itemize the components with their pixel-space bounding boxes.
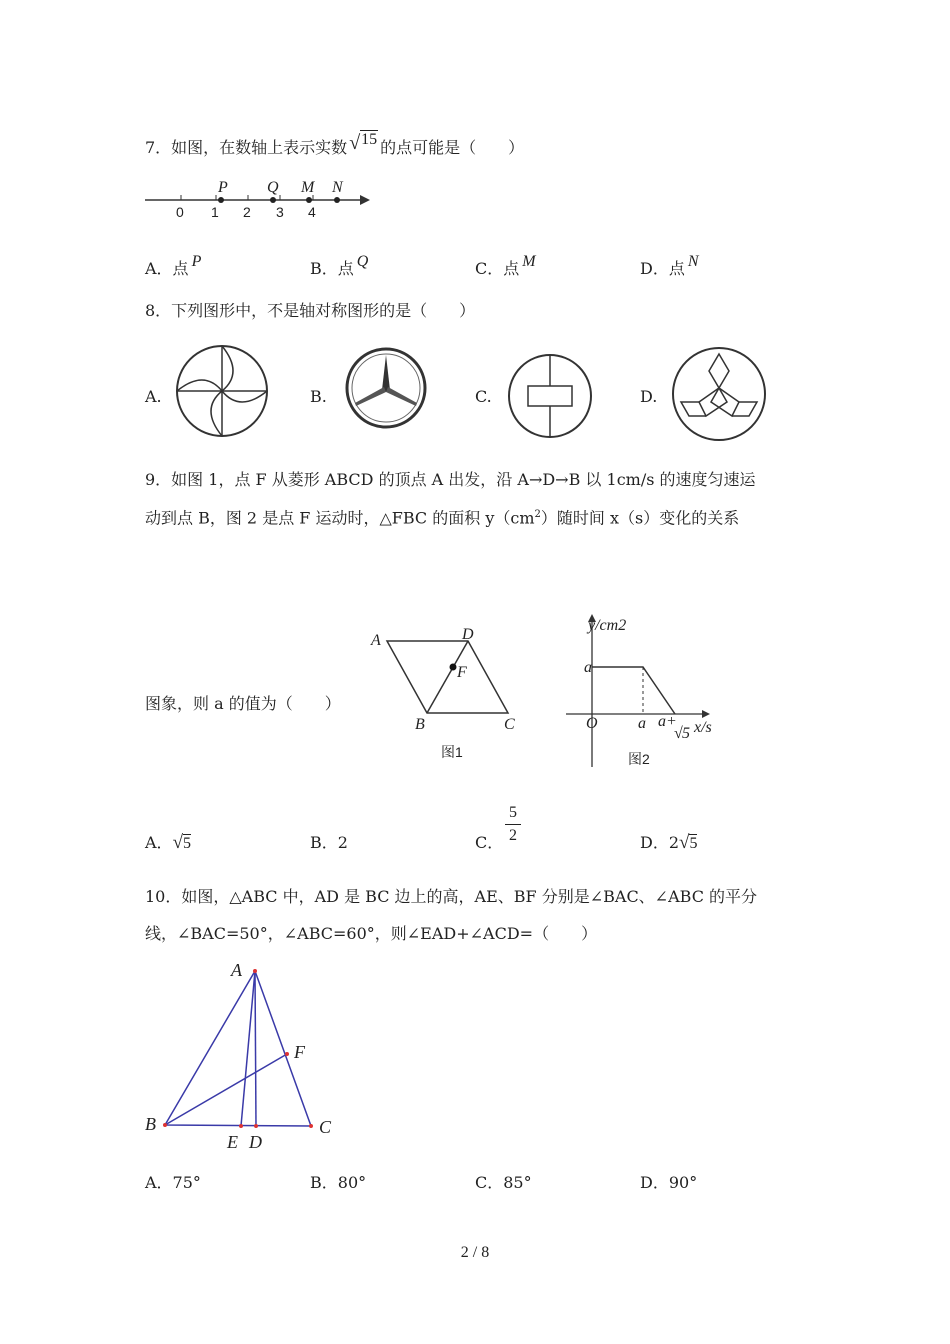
three-point-star-figure [344, 346, 428, 430]
q9-option-a-label: A． [145, 833, 173, 852]
fig1-d: D [462, 626, 474, 643]
q7-text-after: 的点可能是（ ） [380, 138, 525, 157]
tri-f: F [294, 1042, 305, 1062]
circle-rectangle-figure [506, 352, 594, 440]
q9-option-c-denominator: 2 [509, 827, 517, 844]
q8-option-a[interactable]: A. [145, 387, 162, 406]
q7-option-b-var: Q [356, 253, 369, 270]
tri-b: B [145, 1114, 156, 1134]
q9-option-c-label: C． [475, 833, 504, 852]
point-p: P [218, 179, 228, 196]
q9-line2-b: ）随时间 x（s）变化的关系 [540, 508, 740, 528]
q9-line2 [145, 510, 739, 526]
q9-option-c-fraction [505, 804, 521, 845]
fig1-c: C [504, 716, 515, 733]
page-number: 2 / 8 [460, 1244, 490, 1261]
fig1-caption: 图1 [441, 744, 463, 760]
q7-option-d[interactable] [640, 253, 699, 279]
fig2-x-label: x/s [694, 719, 712, 736]
q9-option-a[interactable] [145, 830, 191, 854]
q7-option-c-label: C．点 [475, 259, 520, 278]
q7-text-before: 7．如图，在数轴上表示实数 [145, 138, 348, 157]
q9-option-b[interactable]: B．2 [310, 833, 348, 852]
q10-triangle-figure [145, 958, 345, 1158]
tri-d: D [249, 1132, 262, 1152]
q7-stem [145, 131, 525, 157]
fig2-sqrt-symbol: √ [674, 725, 683, 742]
q9-line3: 图象，则 a 的值为（ ） [145, 694, 341, 713]
q7-option-b-label: B．点 [310, 259, 354, 278]
tri-c: C [319, 1117, 332, 1137]
q9-option-d-sqrt: √ [679, 832, 690, 853]
point-m: M [301, 179, 315, 196]
q9-line2-a: 动到点 B，图 2 是点 F 运动时，△FBC 的面积 y（cm [145, 508, 535, 528]
q9-line2-sup: 2 [534, 509, 541, 520]
fig2-sqrt5: 5 [682, 725, 690, 742]
tick-3: 3 [276, 204, 284, 220]
point-q: Q [267, 179, 279, 196]
fig2-y-label: y/cm2 [588, 617, 627, 634]
fig2-a-plus: a+ [658, 713, 677, 730]
q7-option-d-label: D．点 [640, 259, 685, 278]
q10-option-b[interactable]: B．80° [310, 1173, 367, 1192]
q10-option-a[interactable]: A．75° [145, 1173, 201, 1192]
tri-e: E [227, 1132, 238, 1152]
tick-4: 4 [308, 204, 316, 220]
q10-line1: 10．如图，△ABC 中，AD 是 BC 边上的高，AE、BF 分别是∠BAC、∠ABC 的平分 [145, 887, 758, 906]
fig2-a-x: a [638, 715, 646, 732]
q8-option-c[interactable]: C. [475, 387, 492, 406]
q7-number-line [140, 178, 380, 228]
tri-a: A [231, 960, 242, 980]
q9-line1: 9．如图 1，点 F 从菱形 ABCD 的顶点 A 出发，沿 A→D→B 以 1cm/s 的速度匀速运 [145, 470, 756, 489]
q9-option-d-rad: 5 [689, 835, 698, 852]
q7-option-c[interactable] [475, 253, 536, 279]
q9-option-d-label: D．2 [640, 833, 680, 852]
q7-option-a-var: P [191, 253, 202, 270]
q7-sqrt: √15 [349, 131, 378, 154]
q10-option-d[interactable]: D．90° [640, 1173, 698, 1192]
q9-option-a-sqrt: √ [172, 832, 183, 853]
pinwheel-figure [174, 343, 270, 439]
fig1-a: A [371, 632, 381, 649]
q7-option-d-var: N [687, 253, 699, 270]
three-diamonds-figure [669, 344, 769, 444]
tick-1: 1 [211, 204, 219, 220]
q7-option-b[interactable] [310, 253, 369, 279]
q7-option-c-var: M [522, 253, 536, 270]
q7-radicand: 15 [361, 131, 378, 148]
fig2-origin: O [586, 715, 598, 732]
tick-0: 0 [176, 204, 184, 220]
fig1-f: F [457, 664, 467, 681]
q9-option-d[interactable] [640, 830, 697, 854]
fig2-a-y: a [584, 659, 592, 676]
q7-option-a[interactable] [145, 253, 202, 279]
q8-option-b[interactable]: B. [310, 387, 327, 406]
q9-option-a-rad: 5 [183, 835, 191, 852]
point-n: N [332, 179, 343, 196]
q9-figure-1-rhombus [365, 625, 545, 765]
q9-option-c[interactable] [475, 830, 503, 853]
fig2-caption: 图2 [628, 751, 650, 767]
q9-figure-2-graph [562, 612, 722, 772]
q9-option-c-numerator: 5 [505, 804, 521, 825]
q7-option-a-label: A．点 [145, 259, 189, 278]
q10-line2: 线，∠BAC=50°，∠ABC=60°，则∠EAD+∠ACD=（ ） [145, 924, 598, 943]
fig1-b: B [415, 716, 425, 733]
q8-option-d[interactable]: D. [640, 387, 658, 406]
q10-option-c[interactable]: C．85° [475, 1173, 532, 1192]
tick-2: 2 [243, 204, 251, 220]
q8-stem: 8．下列图形中，不是轴对称图形的是（ ） [145, 301, 476, 320]
